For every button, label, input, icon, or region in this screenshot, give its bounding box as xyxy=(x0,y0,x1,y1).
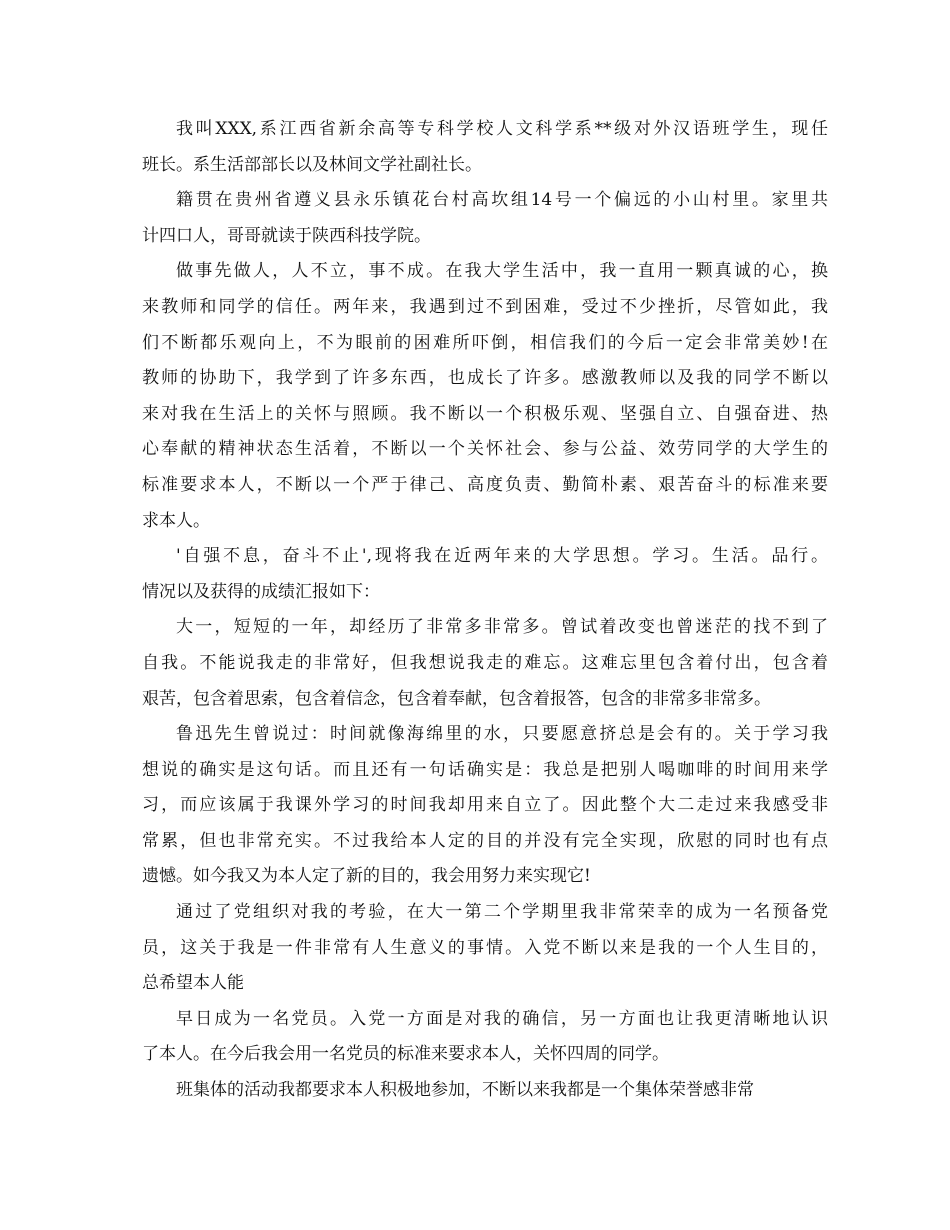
paragraph xyxy=(142,112,828,183)
paragraph-line: 遗憾。如今我又为本人定了新的目的，我会用努力来实现它! xyxy=(142,866,591,887)
paragraph-line: 想说的确实是这句话。而且还有一句话确实是：我总是把别人喝咖啡的时间用来学 xyxy=(142,759,828,780)
paragraph xyxy=(142,183,828,254)
paragraph-line: 们不断都乐观向上，不为眼前的困难所吓倒，相信我们的今后一定会非常美妙!在 xyxy=(142,332,828,353)
paragraph xyxy=(142,1073,828,1109)
paragraph-line: 鲁迅先生曾说过：时间就像海绵里的水，只要愿意挤总是会有的。关于学习我 xyxy=(176,724,828,745)
paragraph-line: 求本人。 xyxy=(142,510,210,531)
paragraph-line: 早日成为一名党员。入党一方面是对我的确信，另一方面也让我更清晰地认识 xyxy=(176,1008,828,1029)
paragraph xyxy=(142,1002,828,1073)
paragraph-line: 自我。不能说我走的非常好，但我想说我走的难忘。这难忘里包含着付出，包含着 xyxy=(142,652,828,673)
paragraph-line: 来对我在生活上的关怀与照顾。我不断以一个积极乐观、坚强自立、自强奋进、热 xyxy=(142,403,828,424)
paragraph-line: 标准要求本人，不断以一个严于律己、高度负责、勤简朴素、艰苦奋斗的标准来要 xyxy=(142,474,828,495)
paragraph xyxy=(142,254,828,539)
paragraph-line: 班集体的活动我都要求本人积极地参加，不断以来我都是一个集体荣誉感非常 xyxy=(176,1080,754,1101)
paragraph-line: 计四口人，哥哥就读于陕西科技学院。 xyxy=(142,225,431,246)
paragraph-line: 了本人。在今后我会用一名党员的标准来要求本人，关怀四周的同学。 xyxy=(142,1044,669,1065)
paragraph-line: 心奉献的精神状态生活着，不断以一个关怀社会、参与公益、效劳同学的大学生的 xyxy=(142,439,828,460)
paragraph-line: 总希望本人能 xyxy=(142,973,244,994)
paragraph-line: '自强不息，奋斗不止',现将我在近两年来的大学思想。学习。生活。品行。 xyxy=(176,546,828,567)
paragraph-line: 做事先做人，人不立，事不成。在我大学生活中，我一直用一颗真诚的心，换 xyxy=(176,261,828,282)
document-body xyxy=(142,112,828,1109)
paragraph-line: 情况以及获得的成绩汇报如下： xyxy=(142,581,380,602)
paragraph-line: 班长。系生活部部长以及林间文学社副社长。 xyxy=(142,154,482,175)
paragraph-line: 大一，短短的一年，却经历了非常多非常多。曾试着改变也曾迷茫的找不到了 xyxy=(176,617,828,638)
paragraph xyxy=(142,539,828,610)
paragraph-line: 教师的协助下，我学到了许多东西，也成长了许多。感激教师以及我的同学不断以 xyxy=(142,368,828,389)
paragraph-line: 籍贯在贵州省遵义县永乐镇花台村高坎组14号一个偏远的小山村里。家里共 xyxy=(176,190,828,211)
paragraph-line: 常累，但也非常充实。不过我给本人定的目的并没有完全实现，欣慰的同时也有点 xyxy=(142,830,828,851)
paragraph-line: 习，而应该属于我课外学习的时间我却用来自立了。因此整个大二走过来我感受非 xyxy=(142,795,828,816)
paragraph-line: 艰苦，包含着思索，包含着信念，包含着奉献，包含着报答，包含的非常多非常多。 xyxy=(142,688,771,709)
paragraph-line: 员，这关于我是一件非常有人生意义的事情。入党不断以来是我的一个人生目的， xyxy=(142,937,828,958)
paragraph-line: 来教师和同学的信任。两年来，我遇到过不到困难，受过不少挫折，尽管如此，我 xyxy=(142,296,828,317)
paragraph xyxy=(142,610,828,717)
paragraph xyxy=(142,895,828,1002)
paragraph-line: 通过了党组织对我的考验，在大一第二个学期里我非常荣幸的成为一名预备党 xyxy=(176,902,828,923)
paragraph xyxy=(142,717,828,895)
paragraph-line: 我叫XXX,系江西省新余高等专科学校人文科学系**级对外汉语班学生，现任 xyxy=(176,119,828,139)
